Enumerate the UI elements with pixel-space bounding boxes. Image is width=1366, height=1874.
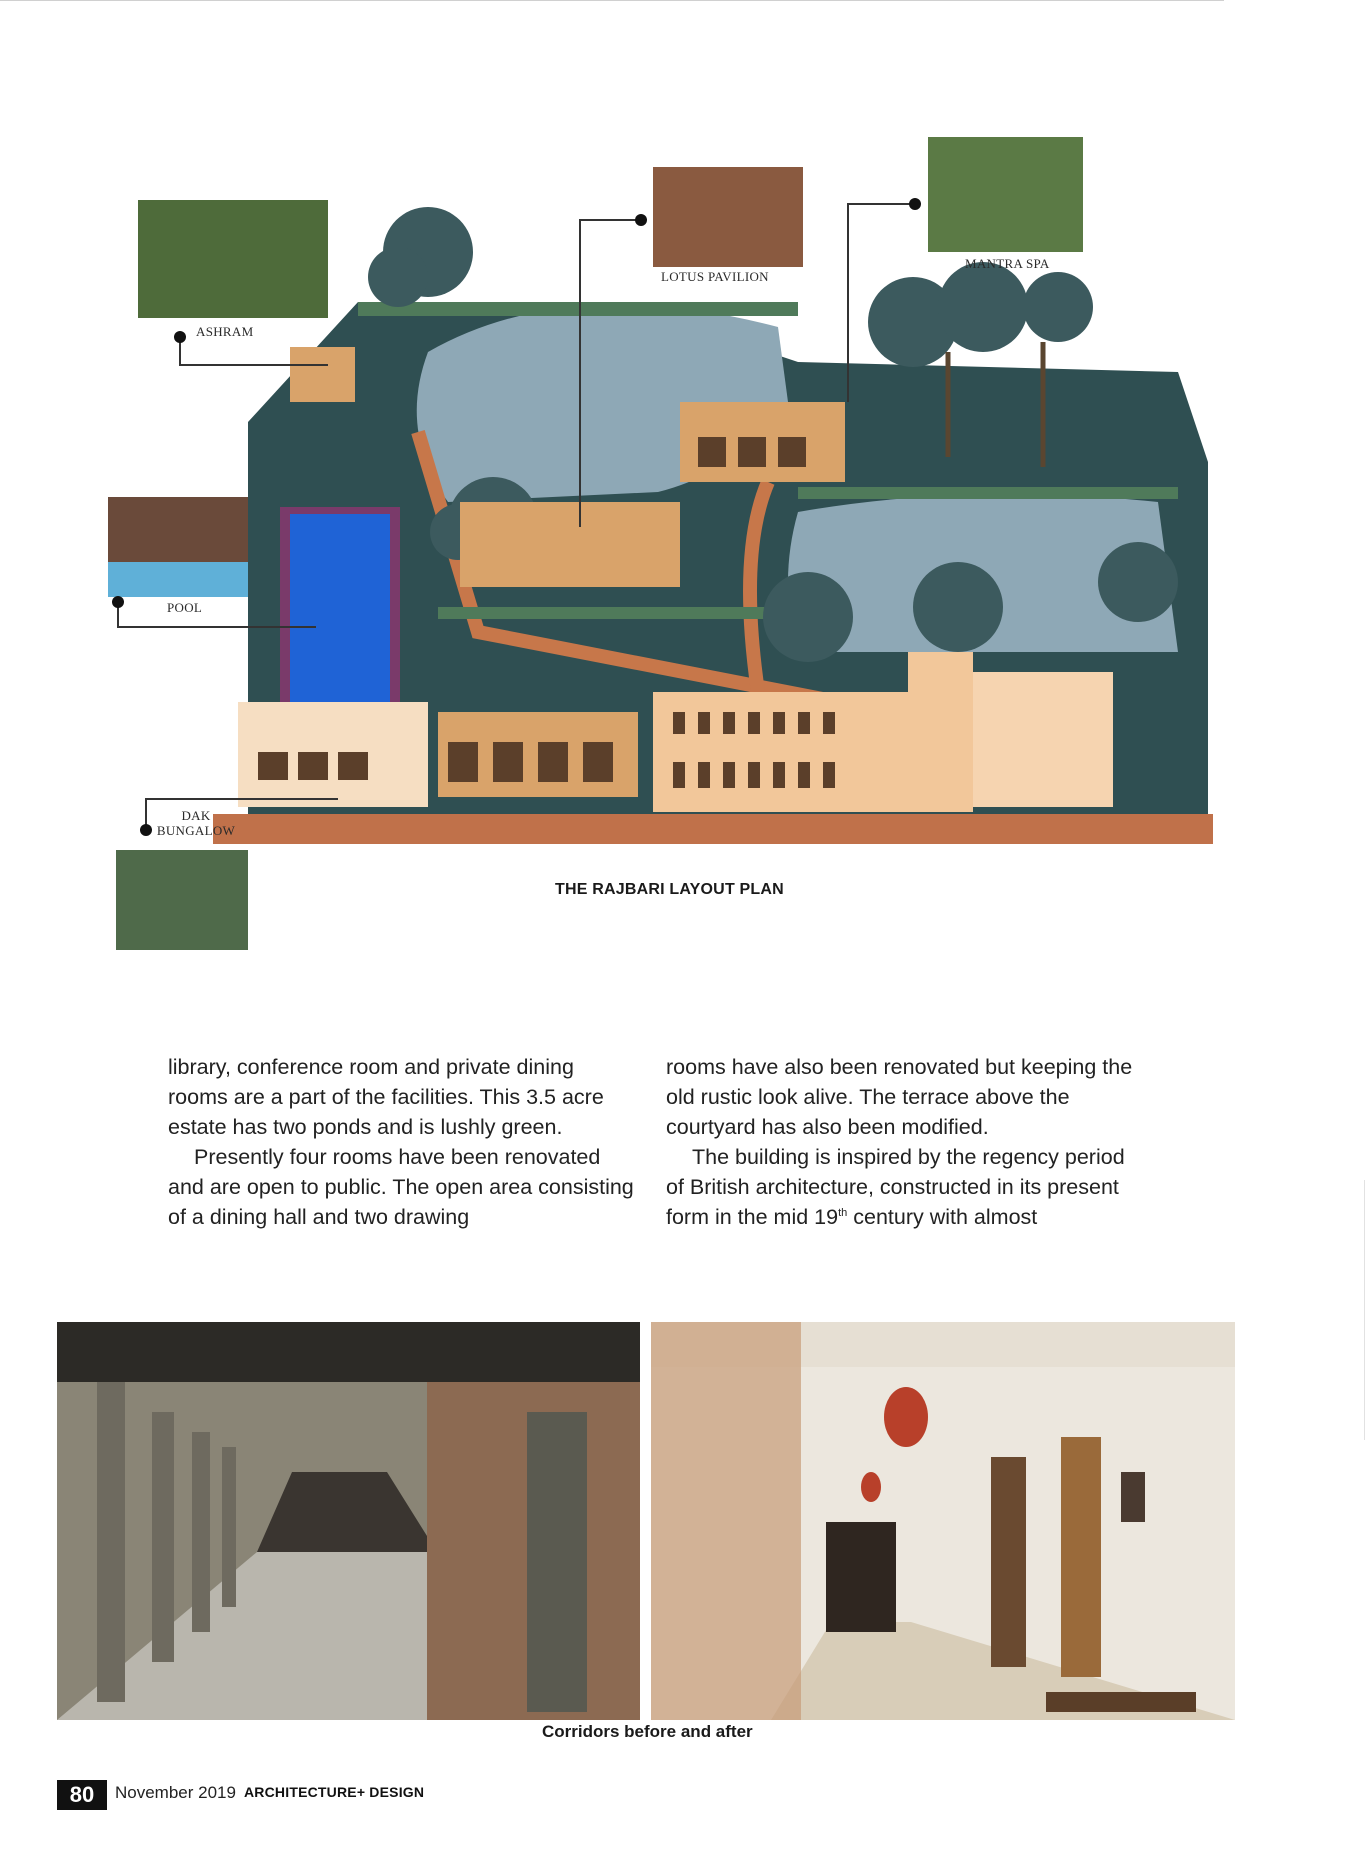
building-lotus: [460, 502, 680, 587]
window: [778, 437, 806, 467]
lantern: [861, 1472, 881, 1502]
paragraph: [666, 1142, 1136, 1232]
inset-photo-pool-water: [108, 562, 248, 597]
frame-picture: [1121, 1472, 1145, 1522]
window: [798, 712, 810, 734]
inset-photo-dak: [116, 850, 248, 950]
text-column-left: [168, 1052, 638, 1232]
window: [698, 437, 726, 467]
inset-photo-ashram: [138, 200, 328, 318]
window: [698, 712, 710, 734]
doorway: [527, 1412, 587, 1712]
inset-photo-spa: [928, 137, 1083, 252]
callout-dot: [112, 596, 124, 608]
footer-magazine: ARCHITECTURE+ DESIGN: [244, 1784, 425, 1800]
photos-caption: Corridors before and after: [542, 1722, 753, 1741]
window: [823, 712, 835, 734]
column: [222, 1447, 236, 1607]
label-lotus-pavilion: LOTUS PAVILION: [661, 269, 769, 284]
tree: [763, 572, 853, 662]
window: [698, 762, 710, 788]
tree: [1023, 272, 1093, 342]
label-dak-bungalow: [156, 808, 236, 838]
label-mantra-spa: MANTRA SPA: [965, 256, 1050, 271]
paragraph: rooms have also been renovated but keeping the old rustic look alive. The terrace above the courtyard has also been modified.: [666, 1055, 1133, 1139]
foundation-strip: [213, 814, 1213, 844]
photo-corridor-before: [57, 1322, 640, 1720]
callout-dot: [909, 198, 921, 210]
window: [723, 712, 735, 734]
window: [448, 742, 478, 782]
window: [748, 712, 760, 734]
pool-water: [290, 514, 390, 704]
corridor-end: [826, 1522, 896, 1632]
paragraph: library, conference room and private dining rooms are a part of the facilities. This 3.5 acre estate has two ponds and is lushly green.: [168, 1055, 604, 1139]
page-number: 80: [57, 1780, 107, 1810]
window: [673, 712, 685, 734]
window: [338, 752, 368, 780]
label-pool: POOL: [167, 600, 203, 615]
ceiling: [57, 1322, 640, 1382]
building-ashram: [290, 347, 355, 402]
door: [1061, 1437, 1101, 1677]
text-run: The building is inspired by the regency period of British architecture, constructed in its present form in the mid 19: [666, 1145, 1125, 1229]
window: [493, 742, 523, 782]
text-run: century with almost: [847, 1205, 1038, 1229]
window: [748, 762, 760, 788]
window: [738, 437, 766, 467]
bench: [1046, 1692, 1196, 1712]
building-east: [973, 672, 1113, 807]
plan-title: THE RAJBARI LAYOUT PLAN: [555, 881, 784, 898]
window: [298, 752, 328, 780]
superscript: th: [838, 1206, 848, 1219]
window: [823, 762, 835, 788]
veg-strip-2: [798, 487, 1178, 499]
layout-plan-illustration: [98, 112, 1214, 962]
top-rule: [0, 0, 1224, 1]
tree: [938, 262, 1028, 352]
window: [583, 742, 613, 782]
text-column-right: [666, 1052, 1136, 1232]
label-dak-line2: BUNGALOW: [156, 823, 236, 838]
column: [97, 1382, 125, 1702]
building-main: [653, 692, 908, 812]
paragraph: Presently four rooms have been renovated and are open to public. The open area consisting of a dining hall and two drawing: [168, 1145, 634, 1229]
tree: [913, 562, 1003, 652]
column: [152, 1412, 174, 1662]
tree: [1098, 542, 1178, 622]
door: [991, 1457, 1026, 1667]
photo-corridor-after: [651, 1322, 1235, 1720]
callout-dot: [174, 331, 186, 343]
window: [723, 762, 735, 788]
tree: [368, 247, 428, 307]
left-pillars: [651, 1322, 801, 1720]
page-edge-rule: [1364, 1180, 1365, 1440]
column: [192, 1432, 210, 1632]
window: [673, 762, 685, 788]
footer-date: November 2019: [115, 1783, 236, 1802]
building-tower: [908, 652, 973, 812]
label-dak-line1: DAK: [181, 808, 211, 823]
window: [773, 762, 785, 788]
window: [773, 712, 785, 734]
callout-dot: [140, 824, 152, 836]
label-ashram: ASHRAM: [196, 324, 254, 339]
inset-photo-lotus: [653, 167, 803, 267]
veg-strip-3: [438, 607, 798, 619]
lantern: [884, 1387, 928, 1447]
window: [538, 742, 568, 782]
window: [798, 762, 810, 788]
window: [258, 752, 288, 780]
veg-strip-1: [358, 302, 798, 316]
callout-dot: [635, 214, 647, 226]
